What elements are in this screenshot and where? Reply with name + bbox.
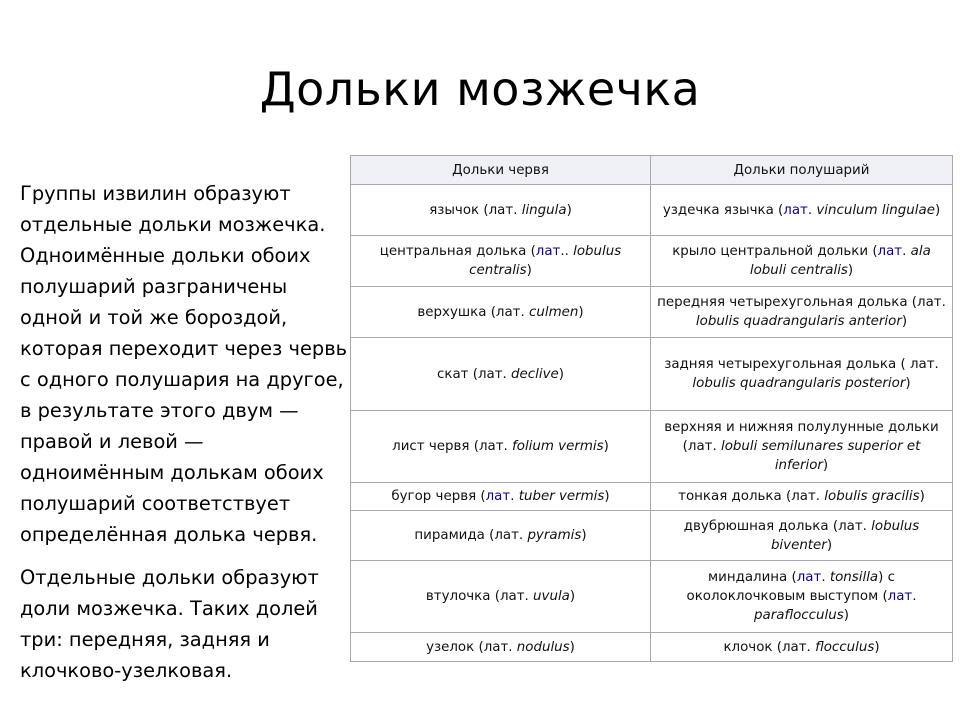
table-row bbox=[351, 483, 953, 511]
paragraph-lobes: Отдельные дольки образуют доли мозжечка. Таких долей три: передняя, задняя и клочково-узелковая. bbox=[20, 566, 319, 682]
page-title: Дольки мозжечка bbox=[259, 62, 701, 116]
body-text bbox=[20, 178, 350, 698]
lat-link[interactable]: лат. bbox=[796, 570, 826, 585]
hemisphere-cell: задняя четырехугольная долька ( лат. lobulis quadrangularis posterior) bbox=[651, 338, 953, 411]
worm-cell: узелок (лат. nodulus) bbox=[351, 633, 651, 662]
lat-link[interactable]: лат. bbox=[485, 489, 515, 504]
worm-cell: пирамида (лат. pyramis) bbox=[351, 511, 651, 561]
table-row bbox=[351, 633, 953, 662]
worm-cell: язычок (лат. lingula) bbox=[351, 185, 651, 236]
hemisphere-cell: двубрюшная долька (лат. lobulus biventer) bbox=[651, 511, 953, 561]
hemisphere-cell: тонкая долька (лат. lobulis gracilis) bbox=[651, 483, 953, 511]
hemisphere-cell: крыло центральной дольки (лат. ala lobuli centralis) bbox=[651, 236, 953, 287]
worm-cell: скат (лат. declive) bbox=[351, 338, 651, 411]
table-header-row bbox=[351, 156, 953, 185]
lat-link[interactable]: лат. bbox=[877, 244, 907, 259]
header-hemisphere-lobules: Дольки полушарий bbox=[651, 156, 953, 185]
table-row bbox=[351, 511, 953, 561]
hemisphere-cell: передняя четырехугольная долька (лат. lobulis quadrangularis anterior) bbox=[651, 287, 953, 338]
hemisphere-cell: миндалина (лат. tonsilla) с околоклочковым выступом (лат. paraflocculus) bbox=[651, 561, 953, 633]
table-row bbox=[351, 561, 953, 633]
lat-link[interactable]: лат. bbox=[535, 244, 565, 259]
table-row bbox=[351, 287, 953, 338]
worm-cell: втулочка (лат. uvula) bbox=[351, 561, 651, 633]
paragraph-lobules: Группы извилин образуют отдельные дольки мозжечка. Одноимённые дольки обоих полушарий разграничены одной и той же бороздой, которая переходит через червь с одного полушария на другое, в результате этого двум — правой и левой — одноимённым долькам обоих полушарий соответствует определённая долька червя. bbox=[20, 182, 348, 546]
worm-cell: лист червя (лат. folium vermis) bbox=[351, 411, 651, 483]
header-worm-lobules: Дольки червя bbox=[351, 156, 651, 185]
lobules-table bbox=[350, 155, 953, 662]
hemisphere-cell: клочок (лат. flocculus) bbox=[651, 633, 953, 662]
hemisphere-cell: верхняя и нижняя полулунные дольки (лат. lobuli semilunares superior et inferior) bbox=[651, 411, 953, 483]
table-row bbox=[351, 185, 953, 236]
lat-link[interactable]: лат. bbox=[783, 202, 813, 218]
worm-cell: бугор червя (лат. tuber vermis) bbox=[351, 483, 651, 511]
lat-link[interactable]: лат. bbox=[887, 589, 917, 604]
worm-cell: верхушка (лат. culmen) bbox=[351, 287, 651, 338]
worm-cell: центральная долька (лат.. lobulus centralis) bbox=[351, 236, 651, 287]
table-row bbox=[351, 236, 953, 287]
table-row bbox=[351, 338, 953, 411]
table-row bbox=[351, 411, 953, 483]
hemisphere-cell: уздечка язычка (лат. vinculum lingulae) bbox=[651, 185, 953, 236]
